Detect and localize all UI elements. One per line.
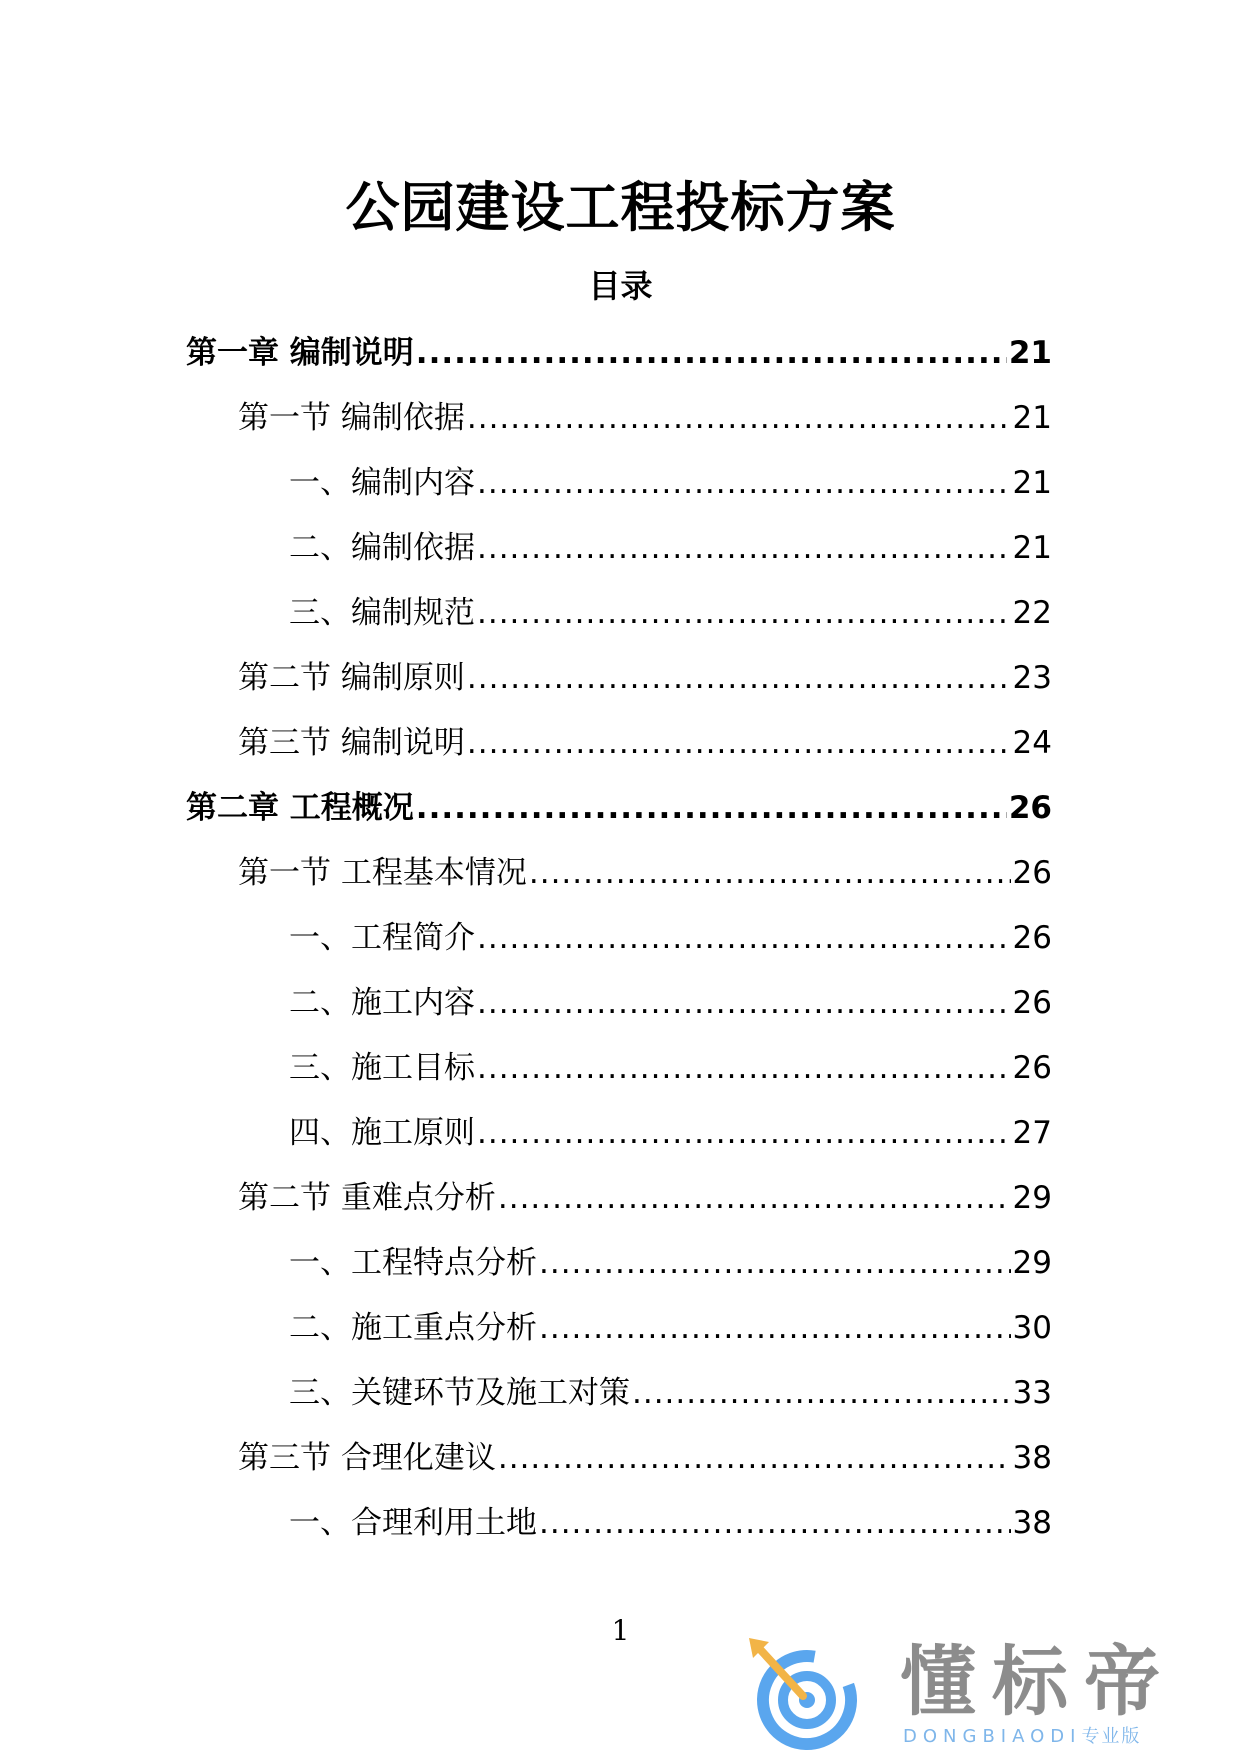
toc-entry-page-number: 24 (1012, 725, 1052, 761)
toc-dot-leader (498, 1176, 1011, 1220)
toc-dot-leader (477, 526, 1011, 570)
toc-entry[interactable] (186, 656, 1052, 721)
watermark-brand-name: 懂标帝 (900, 1637, 1176, 1726)
toc-entry-page-number: 21 (1008, 335, 1052, 371)
toc-entry-page-number: 29 (1012, 1245, 1052, 1281)
toc-entry-label: 一、工程特点分析 (289, 1245, 537, 1281)
toc-dot-leader (477, 1111, 1011, 1155)
toc-entry-label: 第三节 合理化建议 (238, 1440, 496, 1476)
watermark-edition: 专业版 (1081, 1726, 1142, 1747)
toc-entry-label: 二、施工重点分析 (289, 1310, 537, 1346)
toc-entry-page-number: 27 (1012, 1115, 1052, 1151)
toc-entry[interactable] (186, 1501, 1052, 1566)
toc-entry-label: 三、编制规范 (289, 595, 475, 631)
toc-entry-label: 第一章 编制说明 (186, 335, 414, 371)
toc-dot-leader (467, 396, 1011, 440)
toc-entry[interactable] (186, 1371, 1052, 1436)
table-of-contents (186, 331, 1052, 1566)
toc-dot-leader (477, 981, 1011, 1025)
watermark (745, 1636, 1215, 1752)
toc-entry-page-number: 26 (1008, 790, 1052, 826)
toc-entry-label: 一、工程简介 (289, 920, 475, 956)
toc-entry[interactable] (186, 786, 1052, 851)
toc-entry-page-number: 26 (1012, 920, 1052, 956)
toc-dot-leader (539, 1241, 1011, 1285)
toc-entry-label: 三、关键环节及施工对策 (289, 1375, 630, 1411)
toc-entry-page-number: 33 (1012, 1375, 1052, 1411)
toc-dot-leader (416, 331, 1007, 375)
toc-entry-label: 第二节 重难点分析 (238, 1180, 496, 1216)
toc-entry-label: 二、编制依据 (289, 530, 475, 566)
toc-entry-label: 一、编制内容 (289, 465, 475, 501)
toc-entry[interactable] (186, 331, 1052, 396)
toc-dot-leader (529, 851, 1011, 895)
toc-dot-leader (477, 591, 1011, 635)
toc-entry-page-number: 21 (1012, 400, 1052, 436)
toc-dot-leader (477, 461, 1011, 505)
toc-entry[interactable] (186, 1436, 1052, 1501)
toc-entry-label: 一、合理利用土地 (289, 1505, 537, 1541)
toc-entry-page-number: 26 (1012, 985, 1052, 1021)
toc-entry[interactable] (186, 916, 1052, 981)
toc-entry-page-number: 38 (1012, 1440, 1052, 1476)
toc-entry[interactable] (186, 526, 1052, 591)
toc-heading: 目录 (588, 267, 653, 305)
toc-entry[interactable] (186, 591, 1052, 656)
document-title: 公园建设工程投标方案 (345, 176, 896, 239)
toc-dot-leader (539, 1306, 1011, 1350)
toc-entry[interactable] (186, 1046, 1052, 1111)
toc-entry[interactable] (186, 1111, 1052, 1176)
toc-entry[interactable] (186, 1306, 1052, 1371)
toc-entry-page-number: 38 (1012, 1505, 1052, 1541)
toc-entry-page-number: 22 (1012, 595, 1052, 631)
toc-entry-label: 第二节 编制原则 (238, 660, 465, 696)
toc-entry-label: 第三节 编制说明 (238, 725, 465, 761)
toc-entry-label: 第二章 工程概况 (186, 790, 414, 826)
toc-dot-leader (477, 916, 1011, 960)
target-arrow-icon (745, 1636, 865, 1752)
watermark-romanized: DONGBIAODI (903, 1726, 1082, 1747)
toc-entry-page-number: 23 (1012, 660, 1052, 696)
toc-entry[interactable] (186, 851, 1052, 916)
page-number: 1 (611, 1614, 630, 1647)
toc-dot-leader (467, 656, 1011, 700)
toc-entry-page-number: 21 (1012, 530, 1052, 566)
toc-entry-label: 第一节 编制依据 (238, 400, 465, 436)
toc-entry[interactable] (186, 1241, 1052, 1306)
toc-dot-leader (416, 786, 1007, 830)
toc-entry[interactable] (186, 396, 1052, 461)
toc-dot-leader (632, 1371, 1011, 1415)
toc-entry-label: 三、施工目标 (289, 1050, 475, 1086)
toc-dot-leader (498, 1436, 1011, 1480)
toc-dot-leader (467, 721, 1011, 765)
toc-entry-page-number: 29 (1012, 1180, 1052, 1216)
toc-entry-label: 四、施工原则 (289, 1115, 475, 1151)
toc-dot-leader (477, 1046, 1011, 1090)
toc-entry[interactable] (186, 981, 1052, 1046)
toc-entry-label: 二、施工内容 (289, 985, 475, 1021)
toc-entry[interactable] (186, 1176, 1052, 1241)
toc-dot-leader (539, 1501, 1011, 1545)
toc-entry-page-number: 21 (1012, 465, 1052, 501)
toc-entry-label: 第一节 工程基本情况 (238, 855, 527, 891)
toc-entry-page-number: 30 (1012, 1310, 1052, 1346)
toc-entry-page-number: 26 (1012, 855, 1052, 891)
watermark-subtitle (903, 1726, 1141, 1748)
toc-entry[interactable] (186, 721, 1052, 786)
toc-entry[interactable] (186, 461, 1052, 526)
toc-entry-page-number: 26 (1012, 1050, 1052, 1086)
